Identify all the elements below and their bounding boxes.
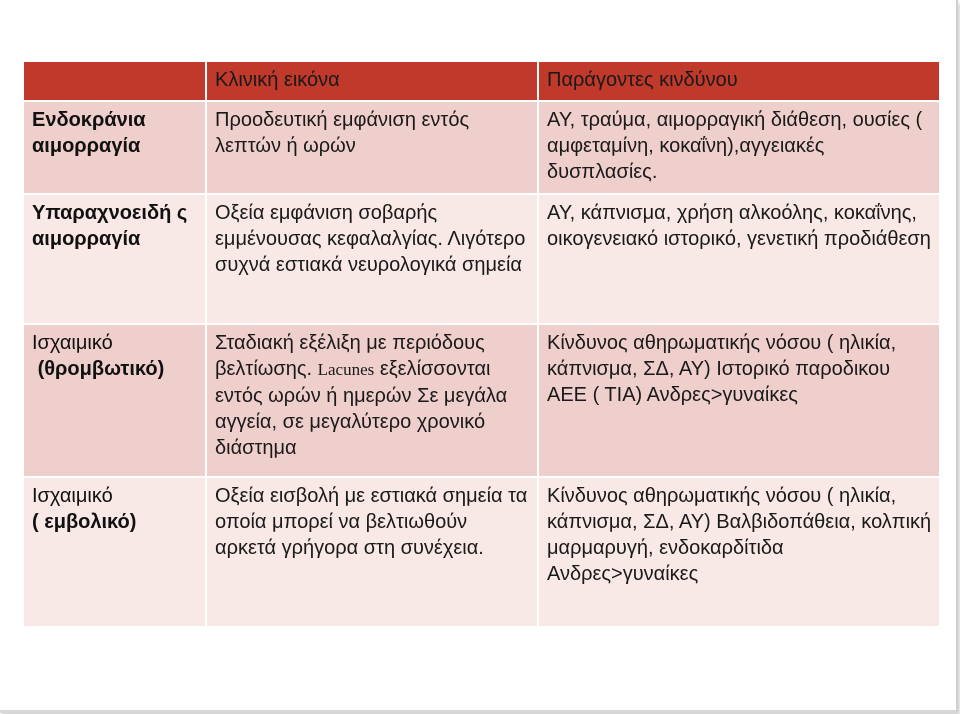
table-row [23, 101, 940, 194]
row-label-prefix: Ισχαιμικό [32, 332, 113, 354]
clinical-cell [206, 324, 538, 477]
clinical-text-b: εξελίσσονται εντός ωρών ή ημερών Σε μεγάλα αγγεία, σε μεγαλύτερο χρονικό διάστημα [215, 358, 508, 459]
table-row [23, 194, 940, 324]
header-risk: Παράγοντες κινδύνου [538, 61, 940, 101]
risk-cell: ΑΥ, τραύμα, αιμορραγική διάθεση, ουσίες ( αμφεταμίνη, κοκαΐνη),αγγειακές δυσπλασίες. [538, 101, 940, 194]
table-row [23, 324, 940, 477]
row-label-bold: ( εμβολικό) [32, 511, 137, 533]
risk-cell: Κίνδυνος αθηρωματικής νόσου ( ηλικία, κάπνισμα, ΣΔ, ΑΥ) Βαλβιδοπάθεια, κολπική μαρμαρυγή, ενδοκαρδίτιδα Ανδρες>γυναίκες [538, 477, 940, 627]
header-corner [23, 61, 206, 101]
clinical-cell: Προοδευτική εμφάνιση εντός λεπτών ή ωρών [206, 101, 538, 194]
row-label [23, 477, 206, 627]
row-label: Ενδοκράνια αιμορραγία [23, 101, 206, 194]
risk-table [22, 60, 941, 628]
table-row [23, 477, 940, 627]
clinical-cell: Οξεία εισβολή με εστιακά σημεία τα οποία μπορεί να βελτιωθούν αρκετά γρήγορα στη συνέχεια. [206, 477, 538, 627]
row-label: Υπαραχνοειδή ς αιμορραγία [23, 194, 206, 324]
row-label [23, 324, 206, 477]
row-label-bold: (θρομβωτικό) [37, 358, 165, 380]
risk-cell: ΑΥ, κάπνισμα, χρήση αλκοόλης, κοκαΐνης, οικογενειακό ιστορικό, γενετική προδιάθεση [538, 194, 940, 324]
table-header-row [23, 61, 940, 101]
clinical-text-a: Σταδιακή εξέλιξη με περιόδους βελτίωσης. [215, 332, 485, 380]
row-label-prefix: Ισχαιμικό [32, 485, 113, 507]
risk-cell: Κίνδυνος αθηρωματικής νόσου ( ηλικία, κάπνισμα, ΣΔ, ΑΥ) Ιστορικό παροδικου ΑΕΕ ( ΤΙΑ) Ανδρες>γυναίκες [538, 324, 940, 477]
clinical-cell: Οξεία εμφάνιση σοβαρής εμμένουσας κεφαλαλγίας. Λιγότερο συχνά εστιακά νευρολογικά σημεία [206, 194, 538, 324]
header-clinical: Κλινική εικόνα [206, 61, 538, 101]
lacunes-term: Lacunes [317, 360, 375, 379]
